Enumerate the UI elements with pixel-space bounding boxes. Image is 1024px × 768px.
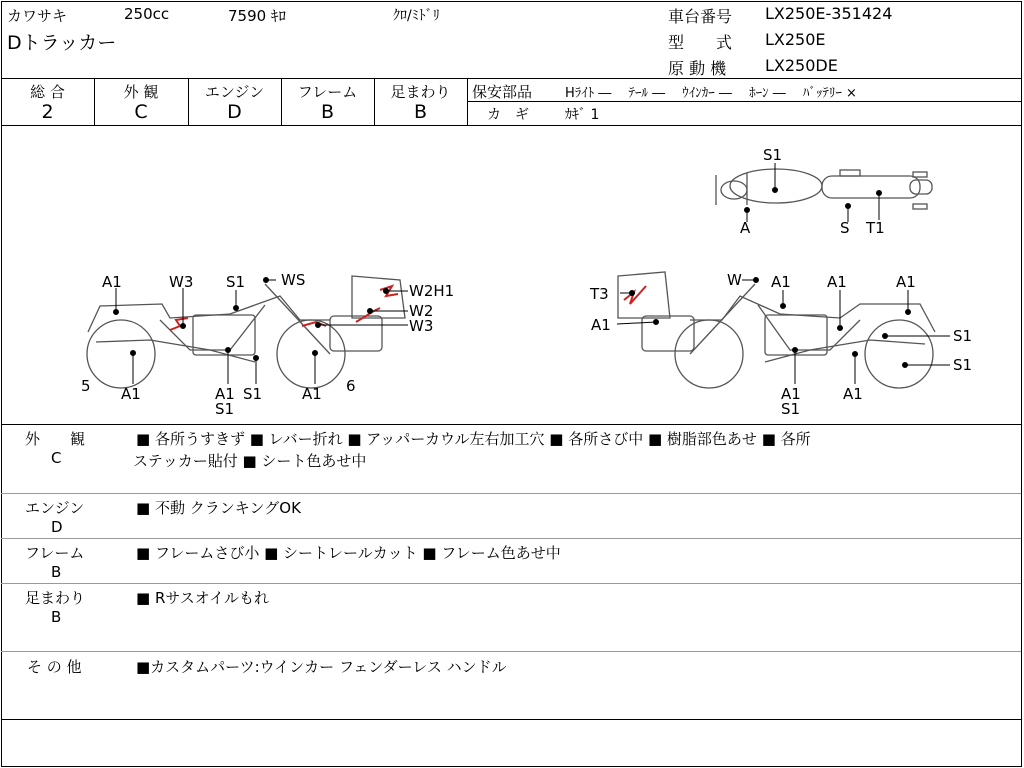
- note-label-exterior: 外 観: [25, 430, 86, 448]
- note-grade-suspension: B: [51, 608, 62, 626]
- diagram-label: W2H1: [409, 282, 455, 300]
- key-value: ｶｷﾞ 1: [565, 107, 600, 123]
- damage-marks: [170, 286, 646, 330]
- diagram-label: W3: [409, 317, 434, 335]
- grade-header-suspension: 足まわり: [390, 83, 451, 101]
- divider: [467, 101, 1021, 102]
- model-name: Dトラッカー: [7, 32, 117, 54]
- divider: [1, 538, 1021, 539]
- diagram-label: A1: [121, 385, 141, 403]
- note-label-other: そ の 他: [27, 658, 82, 676]
- note-text-exterior-2: ステッカー貼付 ■ シート色あせ中: [133, 452, 367, 470]
- note-label-engine: エンジン: [25, 499, 85, 517]
- diagram-label: A1: [896, 273, 916, 291]
- note-text-other: ■カスタムパーツ:ウインカー フェンダーレス ハンドル: [136, 658, 507, 676]
- frame-no-label: 車台番号: [668, 7, 733, 26]
- diagram-label: S1: [243, 385, 263, 403]
- divider: [467, 78, 468, 125]
- frame-no: LX250E-351424: [765, 4, 893, 23]
- divider: [1, 424, 1021, 425]
- damage-diagram: [0, 126, 1022, 424]
- note-grade-frame: B: [51, 563, 62, 581]
- diagram-label: W2: [409, 302, 434, 320]
- grade-header-engine: エンジン: [204, 83, 265, 101]
- diagram-label: T3: [590, 285, 609, 303]
- color: ｸﾛ/ﾐﾄﾞﾘ: [393, 8, 440, 24]
- note-label-frame: フレーム: [25, 544, 85, 562]
- diagram-label: S1: [953, 356, 973, 374]
- diagram-label: A1: [302, 385, 322, 403]
- bike-left-view: [87, 276, 405, 388]
- key-label: カ ギ: [487, 107, 529, 123]
- grade-value-suspension: B: [413, 101, 428, 123]
- diagram-label: S1: [215, 400, 235, 418]
- diagram-label: W: [727, 271, 742, 289]
- grade-header-exterior: 外 観: [123, 83, 159, 101]
- note-text-engine: ■ 不動 クランキングOK: [136, 499, 301, 517]
- diagram-label: S1: [763, 146, 783, 164]
- diagram-label: A: [740, 219, 751, 237]
- grade-value-exterior: C: [134, 101, 148, 123]
- divider: [1, 493, 1021, 494]
- grade-header-overall: 総 合: [30, 83, 65, 101]
- safety-label: 保安部品: [472, 83, 533, 101]
- engine-label: 原 動 機: [668, 59, 727, 78]
- note-text-suspension: ■ Rサスオイルもれ: [136, 589, 270, 607]
- note-label-suspension: 足まわり: [25, 589, 86, 607]
- diagram-label: A1: [781, 385, 801, 403]
- type-value: LX250E: [765, 30, 826, 49]
- diagram-label: S1: [226, 273, 246, 291]
- grade-header-frame: フレーム: [297, 83, 358, 101]
- displacement: 250cc: [124, 5, 170, 23]
- diagram-label: S1: [953, 327, 973, 345]
- safety-items: Hﾗｲﾄ ― ﾃｰﾙ ― ｳｲﾝｶｰ ― ﾎｰﾝ ― ﾊﾞｯﾃﾘｰ ×: [565, 86, 857, 101]
- grade-value-frame: B: [320, 101, 335, 123]
- diagram-label: A1: [827, 273, 847, 291]
- diagram-labels: [81, 146, 972, 418]
- diagram-label: A1: [215, 385, 235, 403]
- type-label: 型 式: [668, 33, 733, 52]
- diagram-label: WS: [281, 271, 306, 289]
- diagram-label: S: [840, 219, 850, 237]
- bike-top-view: [716, 169, 932, 209]
- diagram-label: A1: [591, 316, 611, 334]
- divider: [1, 719, 1021, 720]
- engine-value: LX250DE: [765, 56, 838, 75]
- divider: [1, 583, 1021, 584]
- note-text-frame: ■ フレームさび小 ■ シートレールカット ■ フレーム色あせ中: [136, 544, 561, 562]
- diagram-label: 6: [346, 377, 356, 395]
- note-text-exterior: ■ 各所うすきず ■ レバー折れ ■ アッパーカウル左右加工穴 ■ 各所さび中 ■ 樹脂部色あせ ■ 各所: [136, 430, 811, 448]
- diagram-label: W3: [169, 273, 194, 291]
- divider: [1, 651, 1021, 652]
- mileage: 7590 ｷﾛ: [228, 7, 286, 25]
- note-grade-engine: D: [51, 518, 63, 536]
- diagram-label: A1: [102, 273, 122, 291]
- diagram-label: A1: [843, 385, 863, 403]
- grade-value-overall: 2: [41, 101, 54, 123]
- diagram-label: A1: [771, 273, 791, 291]
- diagram-label: S1: [781, 400, 801, 418]
- diagram-label: T1: [866, 219, 885, 237]
- maker: カワサキ: [7, 7, 68, 25]
- note-grade-exterior: C: [51, 449, 62, 467]
- grade-value-engine: D: [227, 101, 242, 123]
- diagram-label: 5: [81, 377, 91, 395]
- divider: [1, 78, 1021, 79]
